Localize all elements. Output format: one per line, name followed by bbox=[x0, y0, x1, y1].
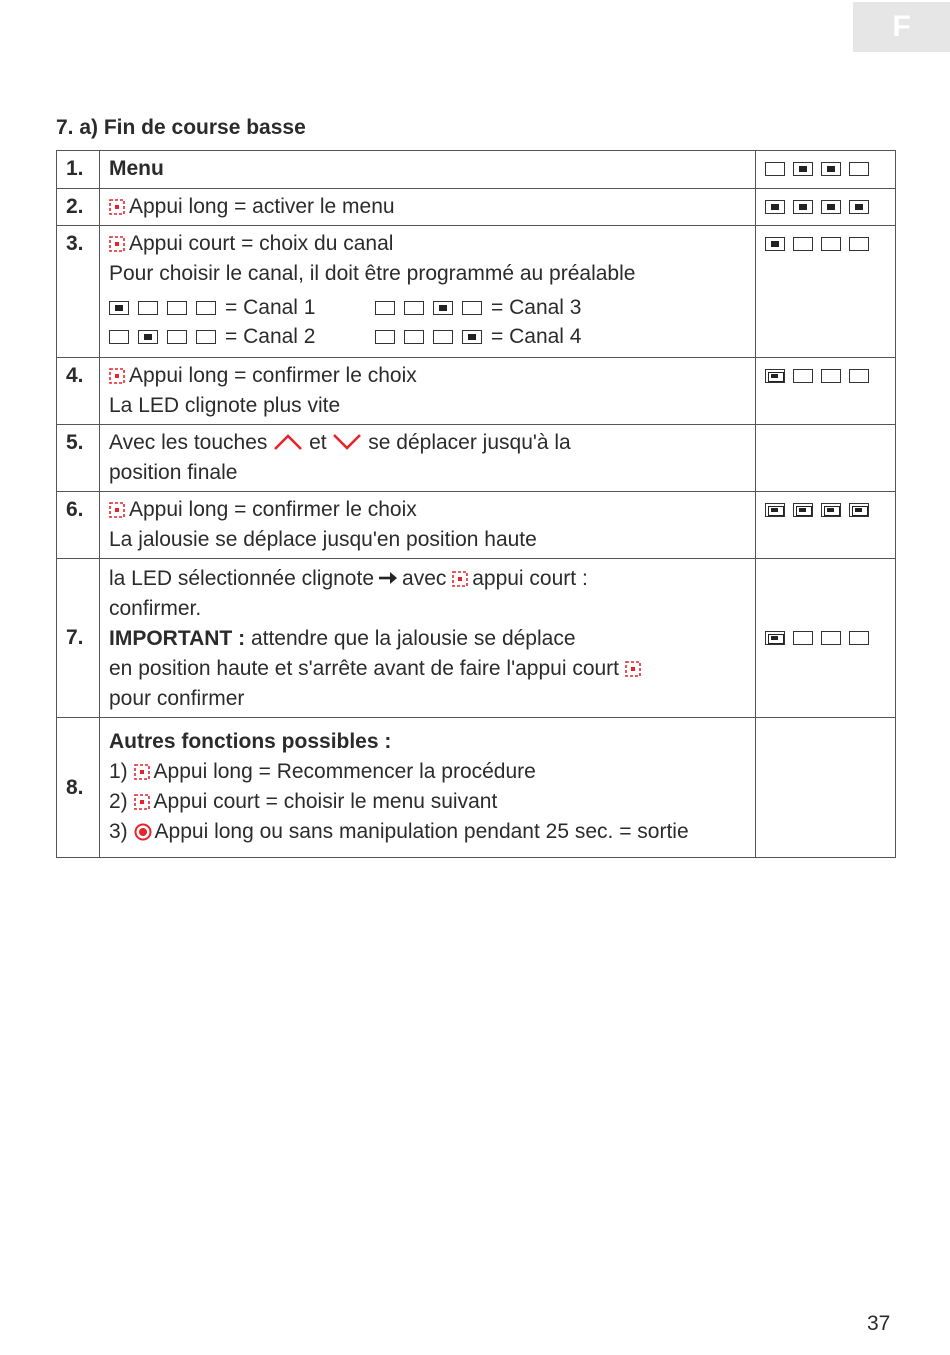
step-number: 7. bbox=[57, 559, 100, 718]
led-off bbox=[375, 301, 395, 315]
dashed-button-icon bbox=[109, 232, 129, 255]
channel-entry bbox=[375, 293, 635, 322]
led-off bbox=[138, 301, 158, 315]
important-label: IMPORTANT : bbox=[109, 627, 246, 650]
steps-table bbox=[56, 150, 896, 858]
option-text: Appui long = Recommencer la procédure bbox=[153, 760, 536, 783]
dashed-button-icon bbox=[109, 364, 129, 387]
record-circle-icon bbox=[134, 820, 155, 843]
led-on bbox=[793, 162, 813, 176]
step-text bbox=[100, 358, 756, 425]
led-indicator bbox=[756, 189, 896, 226]
led-off bbox=[433, 330, 453, 344]
led-indicator bbox=[756, 718, 896, 858]
step-line: Appui court = choix du canal bbox=[129, 232, 394, 255]
led-on bbox=[821, 162, 841, 176]
step-number: 3. bbox=[57, 226, 100, 358]
step-text bbox=[100, 189, 756, 226]
dashed-button-icon bbox=[109, 195, 129, 218]
led-off bbox=[821, 369, 841, 383]
led-indicator bbox=[756, 425, 896, 492]
option-number: 2) bbox=[109, 790, 128, 813]
step-text bbox=[100, 718, 756, 858]
led-off bbox=[849, 162, 869, 176]
led-on bbox=[765, 200, 785, 214]
step-line: pour confirmer bbox=[109, 687, 245, 710]
led-indicator bbox=[756, 492, 896, 559]
step-line: Appui long = confirmer le choix bbox=[129, 498, 417, 521]
step-line: se déplacer jusqu'à la bbox=[368, 431, 571, 454]
dashed-button-icon bbox=[452, 567, 472, 590]
right-arrow-icon bbox=[374, 567, 402, 590]
step-line: attendre que la jalousie se déplace bbox=[250, 627, 576, 650]
led-off bbox=[793, 369, 813, 383]
channel-label: = Canal 1 bbox=[225, 296, 316, 319]
step-number: 4. bbox=[57, 358, 100, 425]
led-off bbox=[821, 237, 841, 251]
section-title: 7. a) Fin de course basse bbox=[56, 116, 306, 139]
step-line: la LED sélectionnée clignote bbox=[109, 567, 375, 590]
led-on bbox=[462, 330, 482, 344]
step-line: Appui long = confirmer le choix bbox=[129, 364, 417, 387]
led-blinking bbox=[821, 503, 841, 517]
dashed-button-icon bbox=[109, 498, 129, 521]
chevron-down-icon bbox=[332, 431, 362, 454]
table-row bbox=[57, 559, 896, 718]
led-indicator bbox=[756, 151, 896, 189]
step-line: avec bbox=[402, 567, 447, 590]
step-number: 1. bbox=[57, 151, 100, 189]
led-off bbox=[849, 369, 869, 383]
table-row bbox=[57, 151, 896, 189]
led-on bbox=[433, 301, 453, 315]
channel-entry bbox=[109, 293, 375, 322]
channel-entry bbox=[109, 322, 375, 351]
step-line: confirmer. bbox=[109, 597, 202, 620]
channel-label: = Canal 4 bbox=[491, 325, 582, 348]
step-line: La jalousie se déplace jusqu'en position haute bbox=[109, 528, 537, 551]
step-text bbox=[100, 425, 756, 492]
led-off bbox=[821, 631, 841, 645]
led-blinking bbox=[765, 369, 785, 383]
step-number: 2. bbox=[57, 189, 100, 226]
table-row bbox=[57, 425, 896, 492]
step-line: appui court : bbox=[472, 567, 588, 590]
led-off bbox=[765, 162, 785, 176]
step-text bbox=[100, 151, 756, 189]
step-line: position finale bbox=[109, 461, 238, 484]
led-off bbox=[404, 330, 424, 344]
led-off bbox=[196, 301, 216, 315]
led-blinking bbox=[849, 503, 869, 517]
dashed-button-icon bbox=[134, 760, 154, 783]
step-line: La LED clignote plus vite bbox=[109, 394, 341, 417]
led-on bbox=[109, 301, 129, 315]
led-indicator bbox=[756, 226, 896, 358]
led-off bbox=[109, 330, 129, 344]
step-number: 6. bbox=[57, 492, 100, 559]
led-off bbox=[849, 631, 869, 645]
led-off bbox=[167, 301, 187, 315]
option-number: 1) bbox=[109, 760, 128, 783]
page-number: 37 bbox=[867, 1312, 891, 1335]
led-blinking bbox=[765, 503, 785, 517]
led-off bbox=[196, 330, 216, 344]
table-row bbox=[57, 718, 896, 858]
led-off bbox=[462, 301, 482, 315]
led-off bbox=[849, 237, 869, 251]
step-heading: Menu bbox=[109, 157, 164, 180]
step-number: 5. bbox=[57, 425, 100, 492]
led-indicator bbox=[756, 559, 896, 718]
step-number: 8. bbox=[57, 718, 100, 858]
table-row bbox=[57, 189, 896, 226]
step-line: Pour choisir le canal, il doit être programmé au préalable bbox=[109, 262, 636, 285]
led-off bbox=[793, 237, 813, 251]
led-on bbox=[821, 200, 841, 214]
dashed-button-icon bbox=[134, 790, 154, 813]
led-blinking bbox=[793, 503, 813, 517]
step-line: en position haute et s'arrête avant de faire l'appui court bbox=[109, 657, 620, 680]
step-text bbox=[100, 226, 756, 358]
led-on bbox=[765, 237, 785, 251]
step-line: et bbox=[309, 431, 327, 454]
step-line: Avec les touches bbox=[109, 431, 268, 454]
channel-label: = Canal 2 bbox=[225, 325, 316, 348]
led-off bbox=[793, 631, 813, 645]
table-row bbox=[57, 492, 896, 559]
chevron-up-icon bbox=[273, 431, 303, 454]
led-on bbox=[849, 200, 869, 214]
led-indicator bbox=[756, 358, 896, 425]
step-text bbox=[100, 492, 756, 559]
step-text bbox=[100, 559, 756, 718]
channel-label: = Canal 3 bbox=[491, 296, 582, 319]
channel-legend bbox=[109, 293, 747, 351]
step-line: Appui long = activer le menu bbox=[129, 195, 395, 218]
table-row bbox=[57, 358, 896, 425]
step-heading: Autres fonctions possibles : bbox=[109, 730, 392, 753]
option-text: Appui court = choisir le menu suivant bbox=[153, 790, 498, 813]
led-on bbox=[138, 330, 158, 344]
led-blinking bbox=[765, 631, 785, 645]
language-tab: F bbox=[853, 2, 950, 52]
led-off bbox=[404, 301, 424, 315]
led-off bbox=[375, 330, 395, 344]
option-number: 3) bbox=[109, 820, 128, 843]
led-on bbox=[793, 200, 813, 214]
table-row bbox=[57, 226, 896, 358]
channel-entry bbox=[375, 322, 635, 351]
led-off bbox=[167, 330, 187, 344]
dashed-button-icon bbox=[625, 657, 645, 680]
option-text: Appui long ou sans manipulation pendant 25 sec. = sortie bbox=[154, 820, 689, 843]
